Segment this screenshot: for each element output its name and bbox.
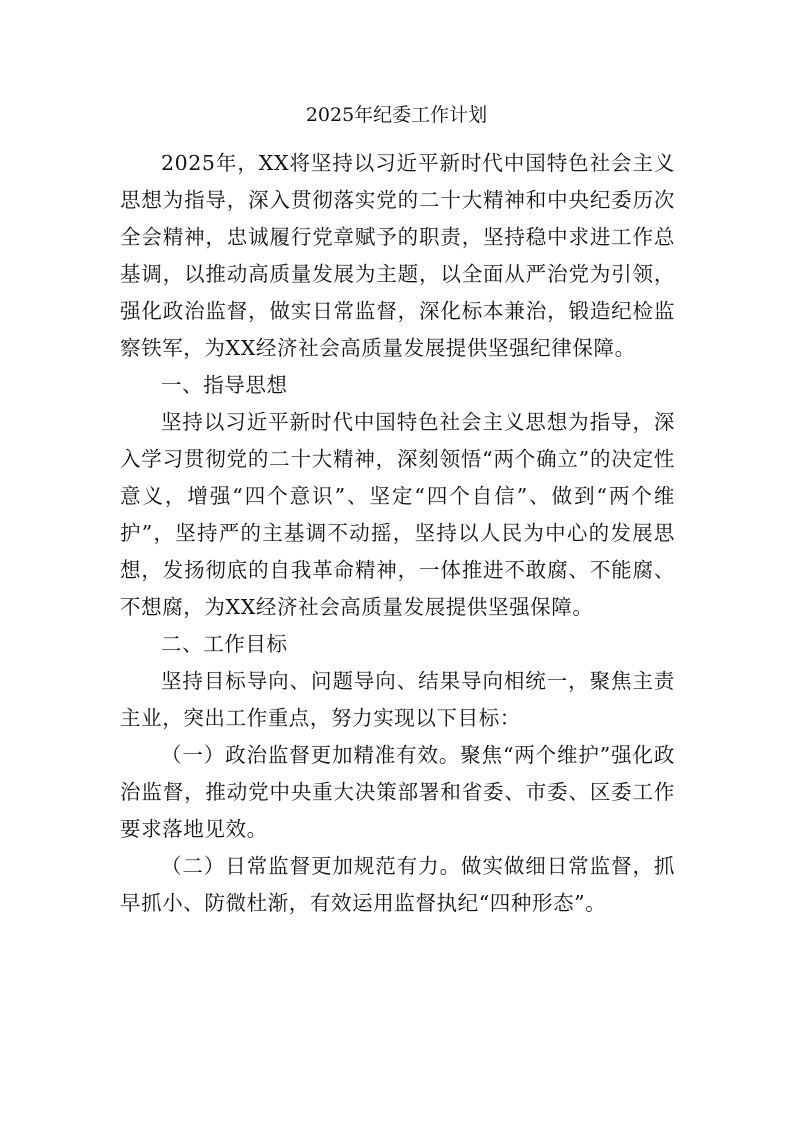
section-heading-guiding-ideology: 一、指导思想 [161,373,288,397]
work-goals-paragraph: 坚持目标导向、问题导向、结果导向相统一，聚焦主责主业，突出工作重点，努力实现以下目标： [120,669,675,730]
intro-paragraph: 2025年，XX将坚持以习近平新时代中国特色社会主义思想为指导，深入贯彻落实党的二十大精神和中央纪委历次全会精神，忠诚履行党章赋予的职责，坚持稳中求进工作总基调，以推动高质量发展为主题，以全面从严治党为引领，强化政治监督，做实日常监督，深化标本兼治，锻造纪检监察铁军，为XX经济社会高质量发展提供坚强纪律保障。 [120,151,675,360]
document-body [120,145,675,922]
guiding-ideology-paragraph: 坚持以习近平新时代中国特色社会主义思想为指导，深入学习贯彻党的二十大精神，深刻领悟“两个确立”的决定性意义，增强“四个意识”、坚定“四个自信”、做到“两个维护”，坚持严的主基调不动摇，坚持以人民为中心的发展思想，发扬彻底的自我革命精神，一体推进不敢腐、不能腐、不想腐，为XX经济社会高质量发展提供坚强保障。 [120,410,675,619]
goal-item-daily-supervision: （二）日常监督更加规范有力。做实做细日常监督，抓早抓小、防微杜渐，有效运用监督执纪“四种形态”。 [120,854,675,915]
section-heading-work-goals: 二、工作目标 [161,632,288,656]
goal-item-political-supervision: （一）政治监督更加精准有效。聚焦“两个维护”强化政治监督，推动党中央重大决策部署和省委、市委、区委工作要求落地见效。 [120,743,675,841]
document-title: 2025年纪委工作计划 [305,104,488,126]
